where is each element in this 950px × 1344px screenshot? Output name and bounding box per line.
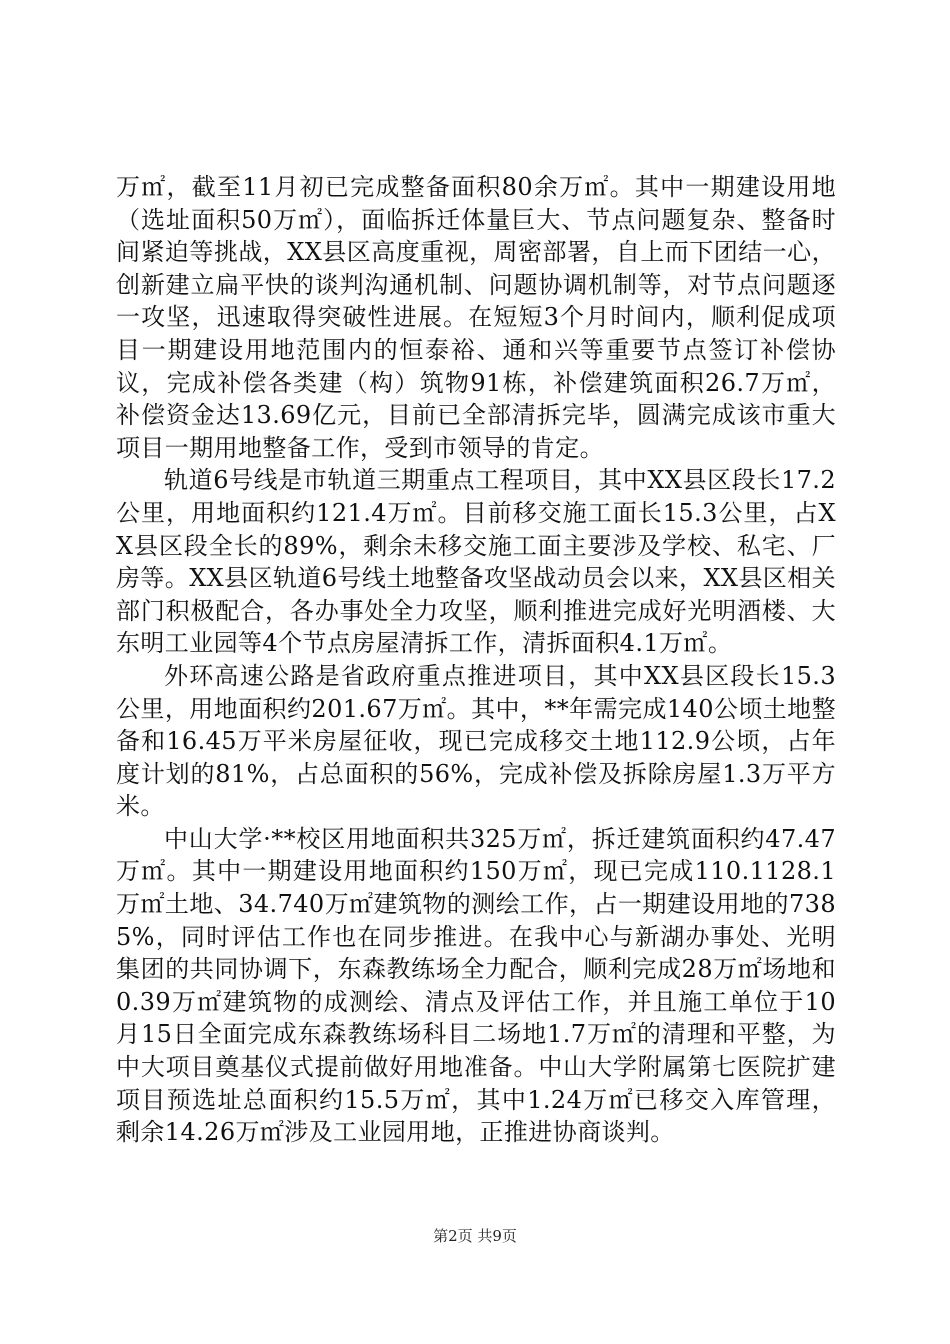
paragraph-2: 轨道6号线是市轨道三期重点工程项目，其中XX县区段长17.2公里，用地面积约121.4万㎡。目前移交施工面长15.3公里，占XX县区段全长的89%，剩余未移交施工面主要涉及学校、私宅、厂房等。XX县区轨道6号线土地整备攻坚战动员会以来，XX县区相关部门积极配合，各办事处全力攻坚，顺利推进完成好光明酒楼、大东明工业园等4个节点房屋清拆工作，清拆面积4.1万㎡。 bbox=[116, 466, 837, 658]
page-footer: 第2页 共9页 bbox=[433, 1227, 517, 1245]
paragraph-3: 外环高速公路是省政府重点推进项目，其中XX县区段长15.3公里，用地面积约201.67万㎡。其中，**年需完成140公顷土地整备和16.45万平米房屋征收，现已完成移交土地112.9公顷，占年度计划的81%，占总面积的56%，完成补偿及拆除房屋1.3万平方米。 bbox=[116, 661, 836, 821]
paragraph-1: 万㎡，截至11月初已完成整备面积80余万㎡。其中一期建设用地（选址面积50万㎡），面临拆迁体量巨大、节点问题复杂、整备时间紧迫等挑战，XX县区高度重视，周密部署，自上而下团结一心，创新建立扁平快的谈判沟通机制、问题协调机制等，对节点问题逐一攻坚，迅速取得突破性进展。在短短3个月时间内，顺利促成项目一期建设用地范围内的恒泰裕、通和兴等重要节点签订补偿协议，完成补偿各类建（构）筑物91栋，补偿建筑面积26.7万㎡，补偿资金达13.69亿元，目前已全部清拆完毕，圆满完成该市重大项目一期用地整备工作，受到市领导的肯定。 bbox=[116, 173, 836, 462]
paragraph-4: 中山大学·**校区用地面积共325万㎡，拆迁建筑面积约47.47万㎡。其中一期建设用地面积约150万㎡，现已完成110.1128.1万㎡土地、34.740万㎡建筑物的测绘工作，占一期建设用地的7385%，同时评估工作也在同步推进。在我中心与新湖办事处、光明集团的共同协调下，东森教练场全力配合，顺利完成28万㎡场地和0.39万㎡建筑物的成测绘、清点及评估工作，并且施工单位于10月15日全面完成东森教练场科目二场地1.7万㎡的清理和平整，为中大项目奠基仪式提前做好用地准备。中山大学附属第七医院扩建项目预选址总面积约15.5万㎡，其中1.24万㎡已移交入库管理，剩余14.26万㎡涉及工业园用地，正推进协商谈判。 bbox=[116, 824, 836, 1147]
document-body bbox=[116, 171, 836, 1149]
